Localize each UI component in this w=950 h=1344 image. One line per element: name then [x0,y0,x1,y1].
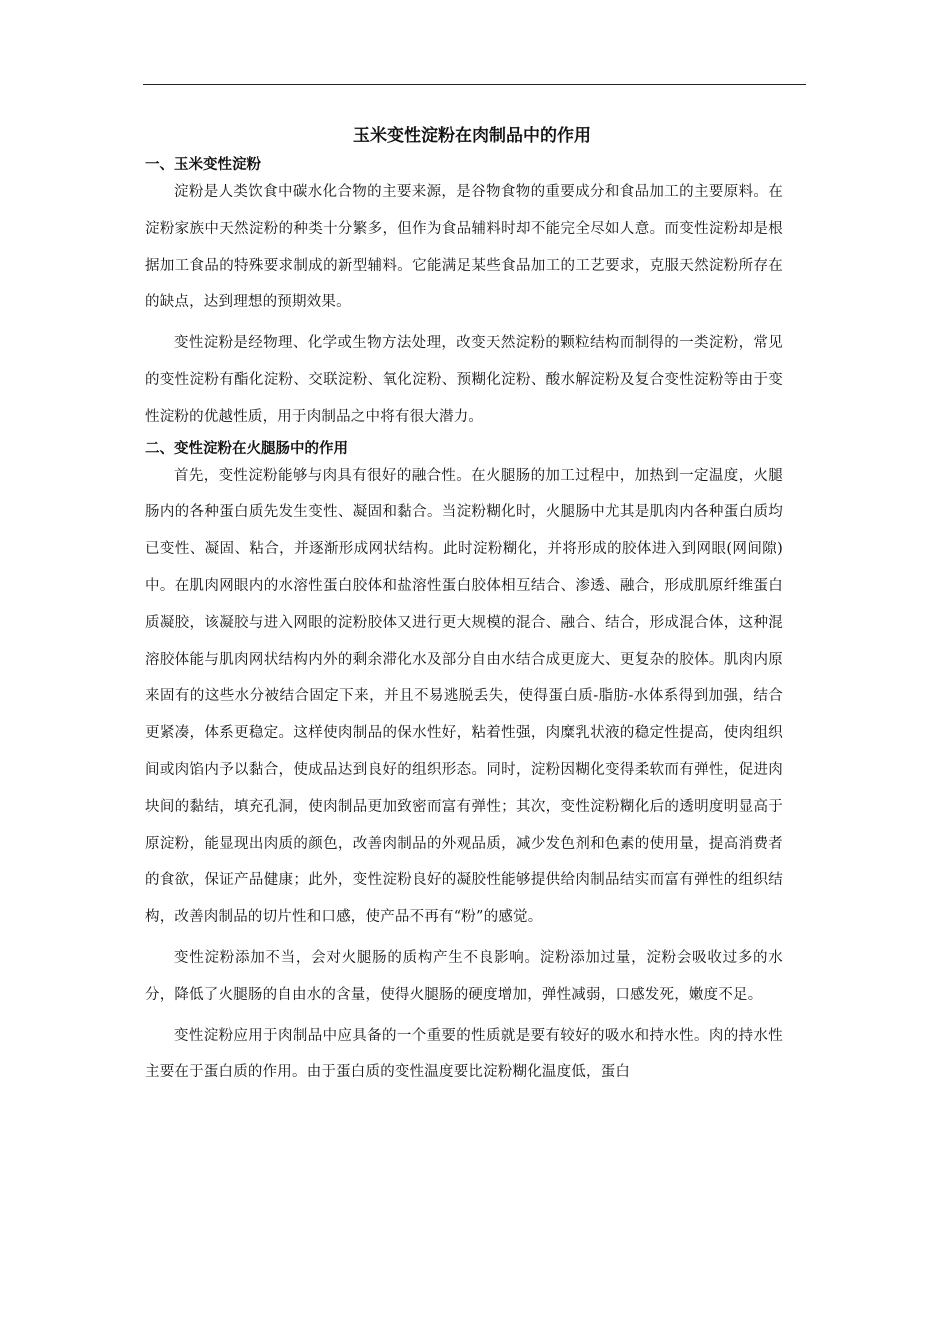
paragraph: 变性淀粉添加不当，会对火腿肠的质构产生不良影响。淀粉添加过量，淀粉会吸收过多的水分，降低了火腿肠的自由水的含量，使得火腿肠的硬度增加，弹性减弱，口感发死，嫩度不足。 [145,949,783,1003]
section-heading: 二、变性淀粉在火腿肠中的作用 [145,439,348,457]
paragraph: 首先，变性淀粉能够与肉具有很好的融合性。在火腿肠的加工过程中，加热到一定温度，火腿肠内的各种蛋白质先发生变性、凝固和黏合。当淀粉糊化时，火腿肠中尤其是肌肉内各种蛋白质均已变性、凝固、粘合，并逐渐形成网状结构。此时淀粉糊化，并将形成的胶体进入到网眼(网间隙)中。在肌肉网眼内的水溶性蛋白胶体和盐溶性蛋白胶体相互结合、渗透、融合，形成肌原纤维蛋白质凝胶，该凝胶与进入网眼的淀粉胶体又进行更大规模的混合、融合、结合，形成混合体，这种混溶胶体能与肌肉网状结构内外的剩余滞化水及部分自由水结合成更庞大、更复杂的胶体。肌肉内原来固有的这些水分被结合固定下来，并且不易逃脱丢失，使得蛋白质-脂肪-水体系得到加强，结合更紧凑，体系更稳定。这样使肉制品的保水性好，粘着性强，肉糜乳状液的稳定性提高，使肉组织间或肉馅内予以黏合，使成品达到良好的组织形态。同时，淀粉因糊化变得柔软而有弹性，促进肉块间的黏结，填充孔洞，使肉制品更加致密而富有弹性；其次，变性淀粉糊化后的透明度明显高于原淀粉，能显现出肉质的颜色，改善肉制品的外观品质，减少发色剂和色素的使用量，提高消费者的食欲，保证产品健康；此外，变性淀粉良好的凝胶性能够提供给肉制品结实而富有弹性的组织结构，改善肉制品的切片性和口感，使产品不再有“粉”的感觉。 [145,467,783,926]
header-rule [143,84,806,85]
paragraph: 变性淀粉应用于肉制品中应具备的一个重要的性质就是要有较好的吸水和持水性。肉的持水性主要在于蛋白质的作用。由于蛋白质的变性温度要比淀粉糊化温度低，蛋白 [145,1027,783,1081]
paragraph: 变性淀粉是经物理、化学或生物方法处理，改变天然淀粉的颗粒结构而制得的一类淀粉，常见的变性淀粉有酯化淀粉、交联淀粉、氧化淀粉、预糊化淀粉、酸水解淀粉及复合变性淀粉等由于变性淀粉的优越性质，用于肉制品之中将有很大潜力。 [145,335,783,425]
paragraph: 淀粉是人类饮食中碳水化合物的主要来源，是谷物食物的重要成分和食品加工的主要原料。在淀粉家族中天然淀粉的种类十分繁多，但作为食品辅料时却不能完全尽如人意。而变性淀粉却是根据加工食品的特殊要求制成的新型辅料。它能满足某些食品加工的工艺要求，克服天然淀粉所存在的缺点，达到理想的预期效果。 [145,184,783,311]
section-heading: 一、玉米变性淀粉 [145,156,261,173]
document-body [145,120,783,1091]
document-title: 玉米变性淀粉在肉制品中的作用 [353,126,591,146]
